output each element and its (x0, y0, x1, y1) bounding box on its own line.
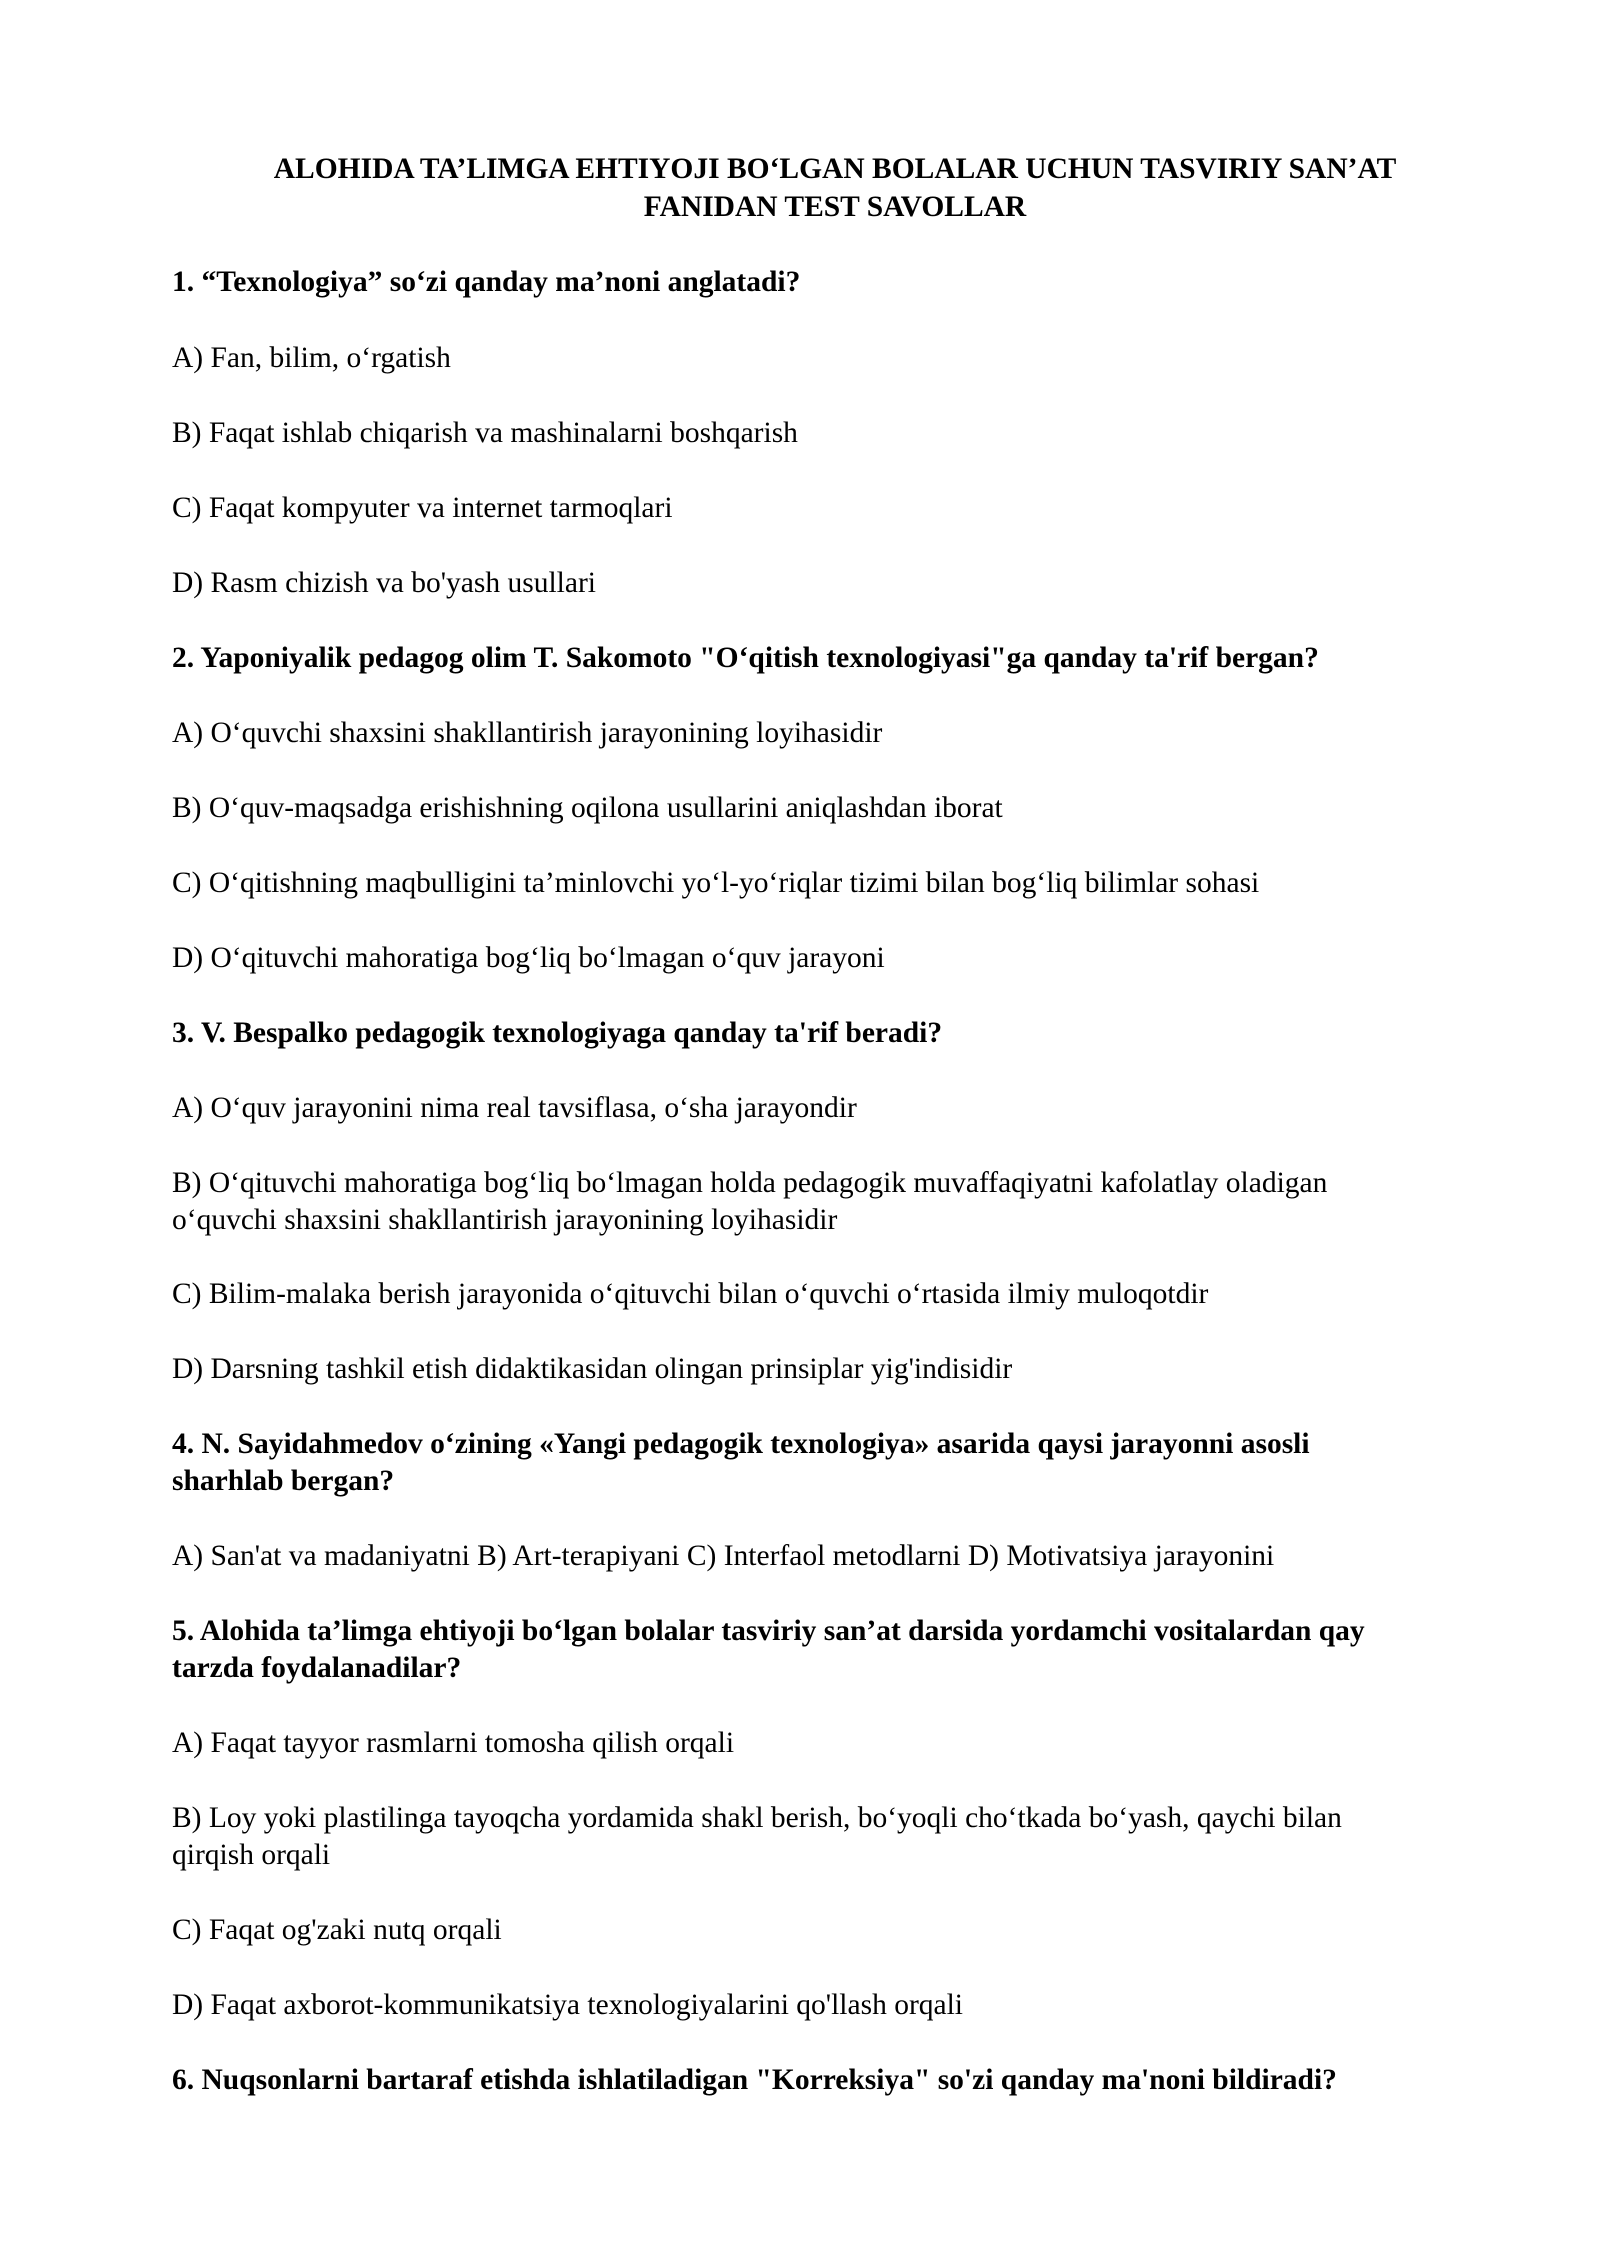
question-4-cont: sharhlab bergan? (172, 1465, 395, 1497)
q3-option-b: B) O‘qituvchi mahoratiga bog‘liq bo‘lmagan holda pedagogik muvaffaqiyatni kafolatlay oladigan (172, 1167, 1328, 1199)
q1-option-a: A) Fan, bilim, o‘rgatish (172, 342, 451, 374)
q1-option-d: D) Rasm chizish va bo'yash usullari (172, 567, 596, 599)
question-3: 3. V. Bespalko pedagogik texnologiyaga qanday ta'rif beradi? (172, 1017, 943, 1049)
q1-option-b: B) Faqat ishlab chiqarish va mashinalarni boshqarish (172, 417, 798, 449)
question-1: 1. “Texnologiya” so‘zi qanday ma’noni anglatadi? (172, 266, 801, 298)
title-line-1: ALOHIDA TA’LIMGA EHTIYOJI BO‘LGAN BOLALAR UCHUN TASVIRIY SAN’AT (273, 153, 1397, 185)
q2-option-a: A) O‘quvchi shaxsini shakllantirish jarayonining loyihasidir (172, 717, 883, 749)
q1-option-c: C) Faqat kompyuter va internet tarmoqlari (172, 492, 673, 524)
document-title (170, 150, 1500, 226)
q2-option-c: C) O‘qitishning maqbulligini ta’minlovchi yo‘l-yo‘riqlar tizimi bilan bog‘liq bilimlar sohasi (172, 867, 1260, 899)
q3-option-c: C) Bilim-malaka berish jarayonida o‘qituvchi bilan o‘quvchi o‘rtasida ilmiy muloqotdir (172, 1278, 1209, 1310)
q3-option-b-cont: o‘quvchi shaxsini shakllantirish jarayonining loyihasidir (172, 1204, 838, 1236)
q2-option-b: B) O‘quv-maqsadga erishishning oqilona usullarini aniqlashdan iborat (172, 792, 1003, 824)
title-line-2: FANIDAN TEST SAVOLLAR (643, 191, 1027, 223)
q5-option-b: B) Loy yoki plastilinga tayoqcha yordamida shakl berish, bo‘yoqli cho‘tkada bo‘yash, qaychi bilan (172, 1802, 1342, 1834)
q5-option-d: D) Faqat axborot-kommunikatsiya texnologiyalarini qo'llash orqali (172, 1989, 963, 2021)
q3-option-d: D) Darsning tashkil etish didaktikasidan olingan prinsiplar yig'indisidir (172, 1353, 1013, 1385)
question-5-cont: tarzda foydalanadilar? (172, 1652, 462, 1684)
question-5: 5. Alohida ta’limga ehtiyoji bo‘lgan bolalar tasviriy san’at darsida yordamchi vositalardan qay (172, 1615, 1365, 1647)
q4-options: A) San'at va madaniyatni B) Art-terapiyani C) Interfaol metodlarni D) Motivatsiya jarayonini (172, 1540, 1275, 1572)
q5-option-c: C) Faqat og'zaki nutq orqali (172, 1914, 502, 1946)
q5-option-a: A) Faqat tayyor rasmlarni tomosha qilish orqali (172, 1727, 735, 1759)
question-2: 2. Yaponiyalik pedagog olim T. Sakomoto "O‘qitish texnologiyasi"ga qanday ta'rif bergan? (172, 642, 1319, 674)
q3-option-a: A) O‘quv jarayonini nima real tavsiflasa, o‘sha jarayondir (172, 1092, 857, 1124)
question-4: 4. N. Sayidahmedov o‘zining «Yangi pedagogik texnologiya» asarida qaysi jarayonni asosli (172, 1428, 1310, 1460)
q5-option-b-cont: qirqish orqali (172, 1839, 331, 1871)
q2-option-d: D) O‘qituvchi mahoratiga bog‘liq bo‘lmagan o‘quv jarayoni (172, 942, 885, 974)
question-6: 6. Nuqsonlarni bartaraf etishda ishlatiladigan "Korreksiya" so'zi qanday ma'noni bildiradi? (172, 2064, 1337, 2096)
